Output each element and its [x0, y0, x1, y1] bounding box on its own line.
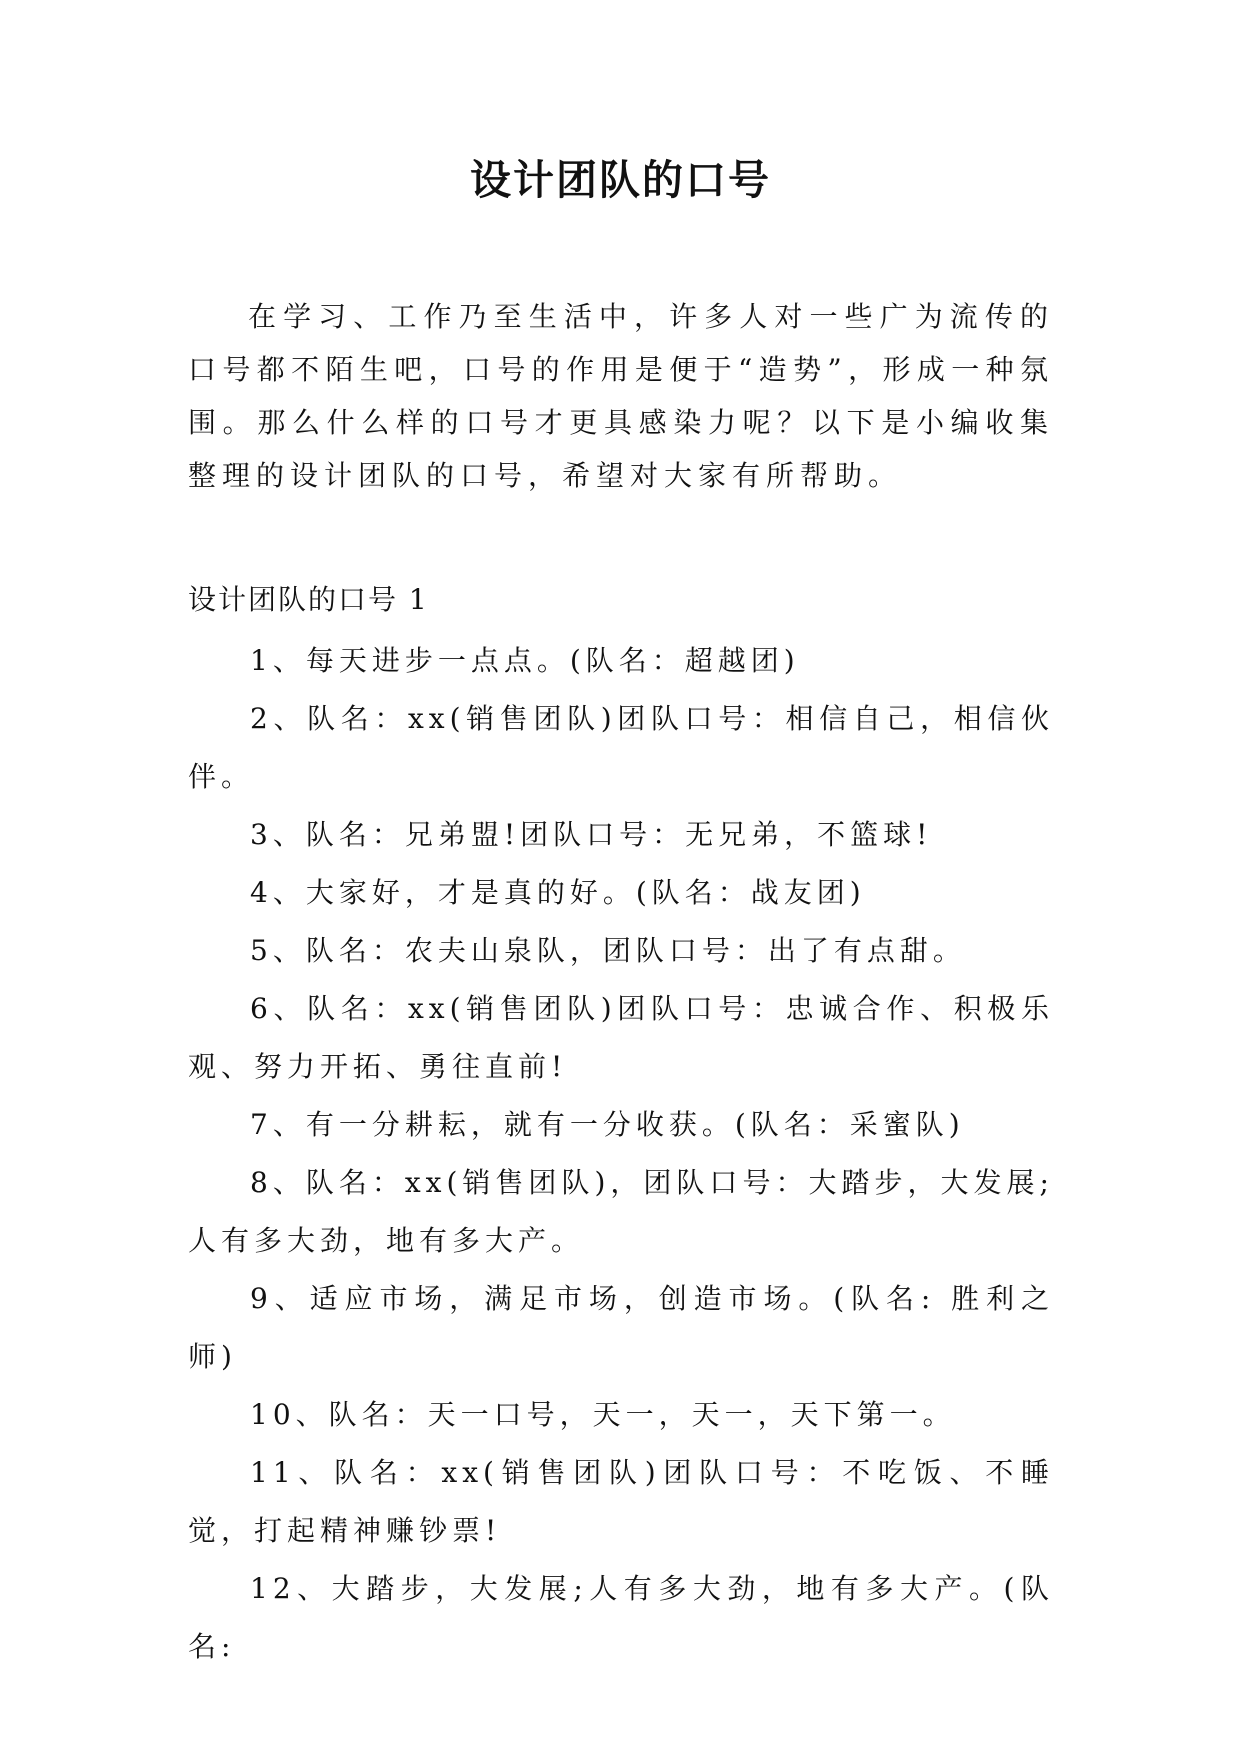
list-item: 1、每天进步一点点。(队名：超越团): [250, 644, 800, 677]
list-item: 8、队名：xx(销售团队)，团队口号：大踏步，大发展;人有多大劲，地有多大产。: [188, 1166, 1054, 1257]
list-item: 4、大家好，才是真的好。(队名：战友团): [250, 876, 866, 909]
list-item: 11、队名：xx(销售团队)团队口号：不吃饭、不睡觉，打起精神赚钞票!: [188, 1456, 1054, 1547]
slogan-list: [188, 632, 1054, 1676]
list-item: 5、队名：农夫山泉队，团队口号：出了有点甜。: [250, 934, 966, 967]
section-heading: 设计团队的口号 1: [188, 583, 429, 616]
list-item: 3、队名：兄弟盟!团队口号：无兄弟，不篮球!: [250, 818, 933, 851]
document-title: 设计团队的口号: [470, 156, 771, 204]
list-item: 2、队名：xx(销售团队)团队口号：相信自己，相信伙伴。: [188, 702, 1054, 793]
list-item: 9、适应市场，满足市场，创造市场。(队名: 胜利之师): [188, 1282, 1054, 1373]
list-item: 6、队名：xx(销售团队)团队口号：忠诚合作、积极乐观、努力开拓、勇往直前!: [188, 992, 1054, 1083]
intro-paragraph: 在学习、工作乃至生活中，许多人对一些广为流传的口号都不陌生吧，口号的作用是便于“造势”，形成一种氛围。那么什么样的口号才更具感染力呢？以下是小编收集整理的设计团队的口号，希望对大家有所帮助。: [188, 300, 1054, 492]
list-item: 7、有一分耕耘，就有一分收获。(队名：采蜜队): [250, 1108, 965, 1141]
list-item: 12、大踏步，大发展;人有多大劲，地有多大产。(队名:: [188, 1572, 1054, 1663]
list-item: 10、队名：天一口号，天一，天一，天下第一。: [250, 1398, 956, 1431]
